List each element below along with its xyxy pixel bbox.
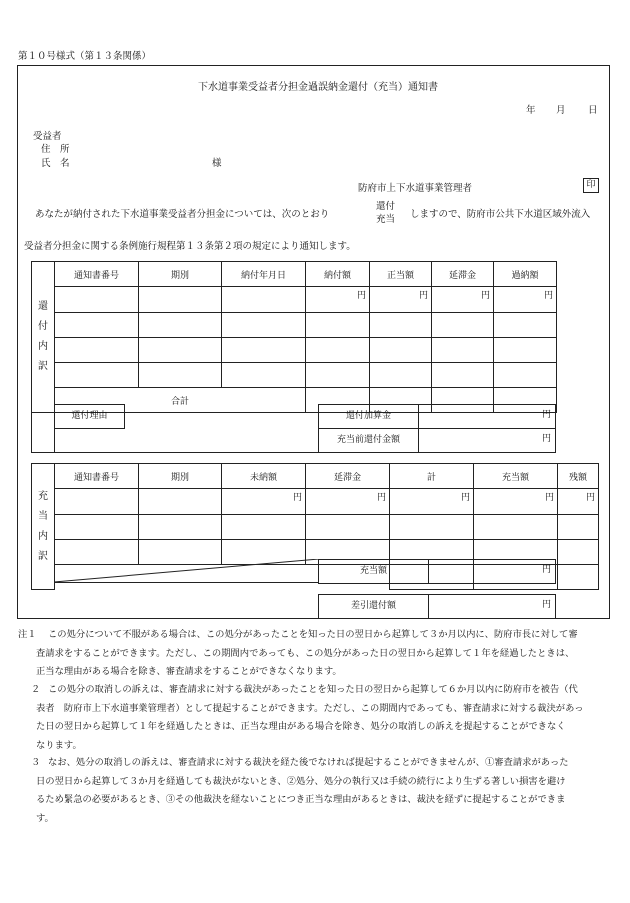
body-line1-pre: あなたが納付された下水道事業受益者分担金については、次のとおり: [35, 209, 330, 220]
name-label: 氏 名: [41, 158, 70, 169]
refund-side-bottom: [31, 404, 55, 453]
header-notice-number: 通知書番号: [55, 464, 139, 489]
refund-reason-label: 還付理由: [54, 404, 125, 429]
appropriation-side-label: 充 当 内 訳: [32, 464, 55, 590]
header-overpaid-amount: 過納額: [494, 262, 557, 287]
header-appropriated-amount: 充当額: [474, 464, 558, 489]
date-month: 月: [556, 105, 566, 116]
recipient-label: 受益者: [33, 131, 62, 142]
form-number: 第１０号様式（第１３条関係）: [18, 51, 152, 62]
table-row: 円 円 円 円 円: [32, 489, 599, 515]
refund-addition-value[interactable]: 円: [418, 404, 556, 429]
appropriation-amount-label: 充当額: [318, 559, 429, 584]
header-period: 期別: [139, 464, 222, 489]
header-late-fee: 延滞金: [306, 464, 390, 489]
header-unpaid-amount: 未納額: [222, 464, 306, 489]
table-row: [32, 515, 599, 540]
refund-addition-label: 還付加算金: [318, 404, 419, 429]
table-row: [32, 313, 557, 338]
appropriation-amount-value[interactable]: 円: [428, 559, 556, 584]
total-label: 合計: [55, 388, 306, 413]
header-period: 期別: [139, 262, 222, 287]
note-2-number: ２: [31, 684, 41, 695]
issuer-name: 防府市上下水道事業管理者: [358, 183, 473, 194]
net-refund-label: 差引還付額: [318, 594, 429, 619]
table-row: 円 円 円 円: [32, 287, 557, 313]
header-remaining: 残額: [558, 464, 599, 489]
header-correct-amount: 正当額: [370, 262, 432, 287]
table-row: [32, 363, 557, 388]
body-line2: 受益者分担金に関する条例施行規程第１３条第２項の規定により通知します。: [24, 241, 356, 252]
header-notice-number: 通知書番号: [55, 262, 139, 287]
note-3-text: なお、処分の取消しの訴えは、審査請求に対する裁決を経た後でなければ提起することができませんが、①審査請求があった 日の翌日から起算して３か月を経過しても裁決がないとき、②処分、処分の執行又は手続の続行により生ずる著しい損害を避け るため緊急の必要があるとき、③その他裁決を経ないことにつき正当な理由があるときは、裁決を経ずに提起することができま す。: [36, 757, 569, 824]
seal-mark: 印: [583, 178, 599, 193]
body-line1-post: しますので、防府市公共下水道区域外流入: [410, 209, 591, 220]
header-payment-date: 納付年月日: [222, 262, 306, 287]
pre-appropriation-value[interactable]: 円: [418, 428, 556, 453]
date-year: 年: [526, 105, 536, 116]
pre-appropriation-label: 充当前還付金額: [318, 428, 419, 453]
refund-side-label: 還 付 内 訳: [32, 262, 55, 413]
note-3-number: ３: [31, 757, 41, 768]
refund-table: [31, 261, 557, 413]
header-total: 計: [390, 464, 474, 489]
note-2-text: この処分の取消しの訴えは、審査請求に対する裁決があったことを知った日の翌日から起算して６か月以内に防府市を被告（代 表者 防府市上下水道事業管理者）として提起することができます。ただし、この期間内であっても、審査請求に対する裁決があっ た日の翌日から起算して１年を経過したときは、正当な理由がある場合を除き、処分の取消しの訴えを提起することができなく なります。: [36, 684, 584, 751]
note-1-text: この処分について不服がある場合は、この処分があったことを知った日の翌日から起算して３か月以内に、防府市長に対して審 査請求をすることができます。ただし、この期間内であっても、この処分があった日の翌日から起算して１年を経過したときは、 正当な理由がある場合を除き、審査請求をすることができなくなります。: [36, 629, 578, 677]
choice-refund: 還付: [376, 201, 396, 212]
form-title: 下水道事業受益者分担金過誤納金還付（充当）通知書: [198, 82, 438, 93]
header-paid-amount: 納付額: [306, 262, 370, 287]
diagonal-strike: [54, 559, 319, 583]
date-day: 日: [588, 105, 598, 116]
note-1-number: 注１: [18, 629, 37, 640]
table-row: [32, 338, 557, 363]
honorific: 様: [212, 158, 222, 169]
choice-appropriate: 充当: [376, 214, 396, 225]
address-label: 住 所: [41, 144, 70, 155]
net-refund-value[interactable]: 円: [428, 594, 556, 619]
header-late-fee: 延滞金: [432, 262, 494, 287]
